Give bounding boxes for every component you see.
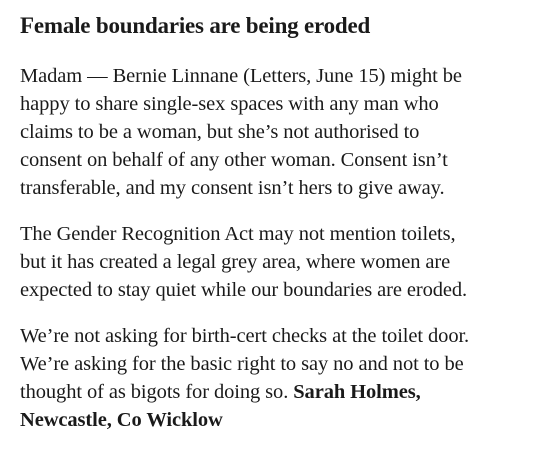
- paragraph-2-line-1: The Gender Recognition Act may not mention toilets,: [20, 223, 456, 245]
- paragraph-3-line-3-wrapper: [20, 378, 520, 406]
- paragraph-1-line-5: transferable, and my consent isn’t hers to give away.: [20, 177, 445, 199]
- paragraph-3-line-3: thought of as bigots for doing so.: [20, 381, 294, 403]
- signature-location: Newcastle, Co Wicklow: [20, 409, 223, 431]
- paragraph-1-line-1: Madam — Bernie Linnane (Letters, June 15) might be: [20, 65, 462, 87]
- paragraph-1: [20, 62, 520, 202]
- paragraph-2-line-3: expected to stay quiet while our boundaries are eroded.: [20, 279, 468, 301]
- paragraph-1-line-4: consent on behalf of any other woman. Consent isn’t: [20, 149, 448, 171]
- paragraph-3: [20, 322, 520, 434]
- paragraph-3-line-2: We’re asking for the basic right to say no and not to be: [20, 353, 464, 375]
- signature-name: Sarah Holmes,: [293, 381, 421, 403]
- paragraph-1-line-3: claims to be a woman, but she’s not authorised to: [20, 121, 420, 143]
- letter-article: [20, 10, 520, 452]
- paragraph-1-line-2: happy to share single-sex spaces with any man who: [20, 93, 439, 115]
- headline: Female boundaries are being eroded: [20, 13, 371, 38]
- paragraph-2-line-2: but it has created a legal grey area, where women are: [20, 251, 451, 273]
- paragraph-2: [20, 220, 520, 304]
- paragraph-3-line-1: We’re not asking for birth-cert checks at the toilet door.: [20, 325, 470, 347]
